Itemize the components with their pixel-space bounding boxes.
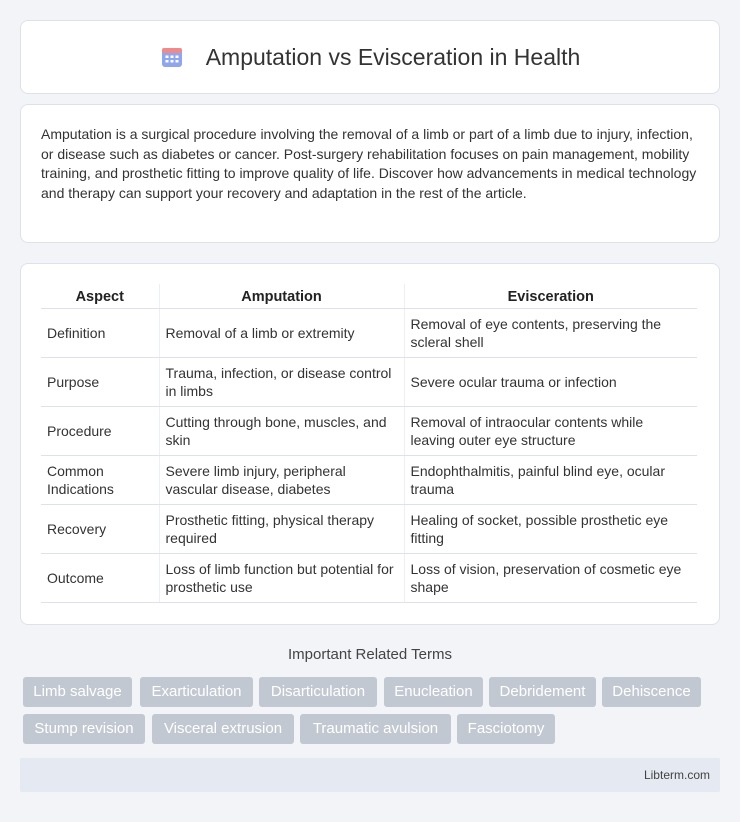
tag-visceral-extrusion[interactable]: Visceral extrusion	[152, 714, 294, 744]
aspect-cell: Definition	[41, 308, 159, 357]
amputation-cell: Removal of a limb or extremity	[159, 308, 404, 357]
amputation-cell: Loss of limb function but potential for prosthetic use	[159, 553, 404, 602]
related-terms-title: Important Related Terms	[288, 646, 452, 663]
table-row	[41, 308, 697, 357]
aspect-cell: Recovery	[41, 504, 159, 553]
tag-traumatic-avulsion[interactable]: Traumatic avulsion	[300, 714, 451, 744]
aspect-cell: Procedure	[41, 406, 159, 455]
amputation-cell: Severe limb injury, peripheral vascular disease, diabetes	[159, 455, 404, 504]
intro-card	[20, 104, 720, 243]
tag-exarticulation[interactable]: Exarticulation	[140, 677, 253, 707]
amputation-cell: Trauma, infection, or disease control in limbs	[159, 357, 404, 406]
tag-disarticulation[interactable]: Disarticulation	[259, 677, 377, 707]
page-title: Amputation vs Evisceration in Health	[205, 43, 581, 70]
evisceration-cell: Removal of eye contents, preserving the scleral shell	[404, 308, 697, 357]
table-row	[41, 357, 697, 406]
tag-debridement[interactable]: Debridement	[489, 677, 596, 707]
aspect-cell: Outcome	[41, 553, 159, 602]
table-row	[41, 406, 697, 455]
evisceration-cell: Loss of vision, preservation of cosmetic eye shape	[404, 553, 697, 602]
amputation-cell: Cutting through bone, muscles, and skin	[159, 406, 404, 455]
comparison-card	[20, 263, 720, 625]
table-header-row	[41, 284, 697, 308]
tag-enucleation[interactable]: Enucleation	[384, 677, 483, 707]
calendar-icon	[160, 45, 184, 69]
evisceration-cell: Endophthalmitis, painful blind eye, ocular trauma	[404, 455, 697, 504]
comparison-table	[41, 284, 697, 603]
table-row	[41, 455, 697, 504]
evisceration-cell: Removal of intraocular contents while leaving outer eye structure	[404, 406, 697, 455]
header-aspect: Aspect	[41, 284, 159, 308]
tag-fasciotomy[interactable]: Fasciotomy	[457, 714, 555, 744]
evisceration-cell: Severe ocular trauma or infection	[404, 357, 697, 406]
amputation-cell: Prosthetic fitting, physical therapy required	[159, 504, 404, 553]
footer	[20, 758, 720, 792]
tag-dehiscence[interactable]: Dehiscence	[602, 677, 701, 707]
table-row	[41, 504, 697, 553]
header-evisceration: Evisceration	[404, 284, 697, 308]
table-row	[41, 553, 697, 602]
tag-stump-revision[interactable]: Stump revision	[23, 714, 145, 744]
header-card	[20, 20, 720, 94]
aspect-cell: Common Indications	[41, 455, 159, 504]
aspect-cell: Purpose	[41, 357, 159, 406]
tag-limb-salvage[interactable]: Limb salvage	[23, 677, 132, 707]
intro-text: Amputation is a surgical procedure involving the removal of a limb or part of a limb due to injury, infection, or disease such as diabetes or cancer. Post-surgery rehabilitation focuses on pain management, mobility training, and prosthetic fitting to improve quality of life. Discover how advancements in medical technology and therapy can support your recovery and adaptation in the rest of the article.	[41, 126, 697, 201]
header-amputation: Amputation	[159, 284, 404, 308]
evisceration-cell: Healing of socket, possible prosthetic eye fitting	[404, 504, 697, 553]
footer-brand[interactable]: Libterm.com	[643, 768, 710, 782]
